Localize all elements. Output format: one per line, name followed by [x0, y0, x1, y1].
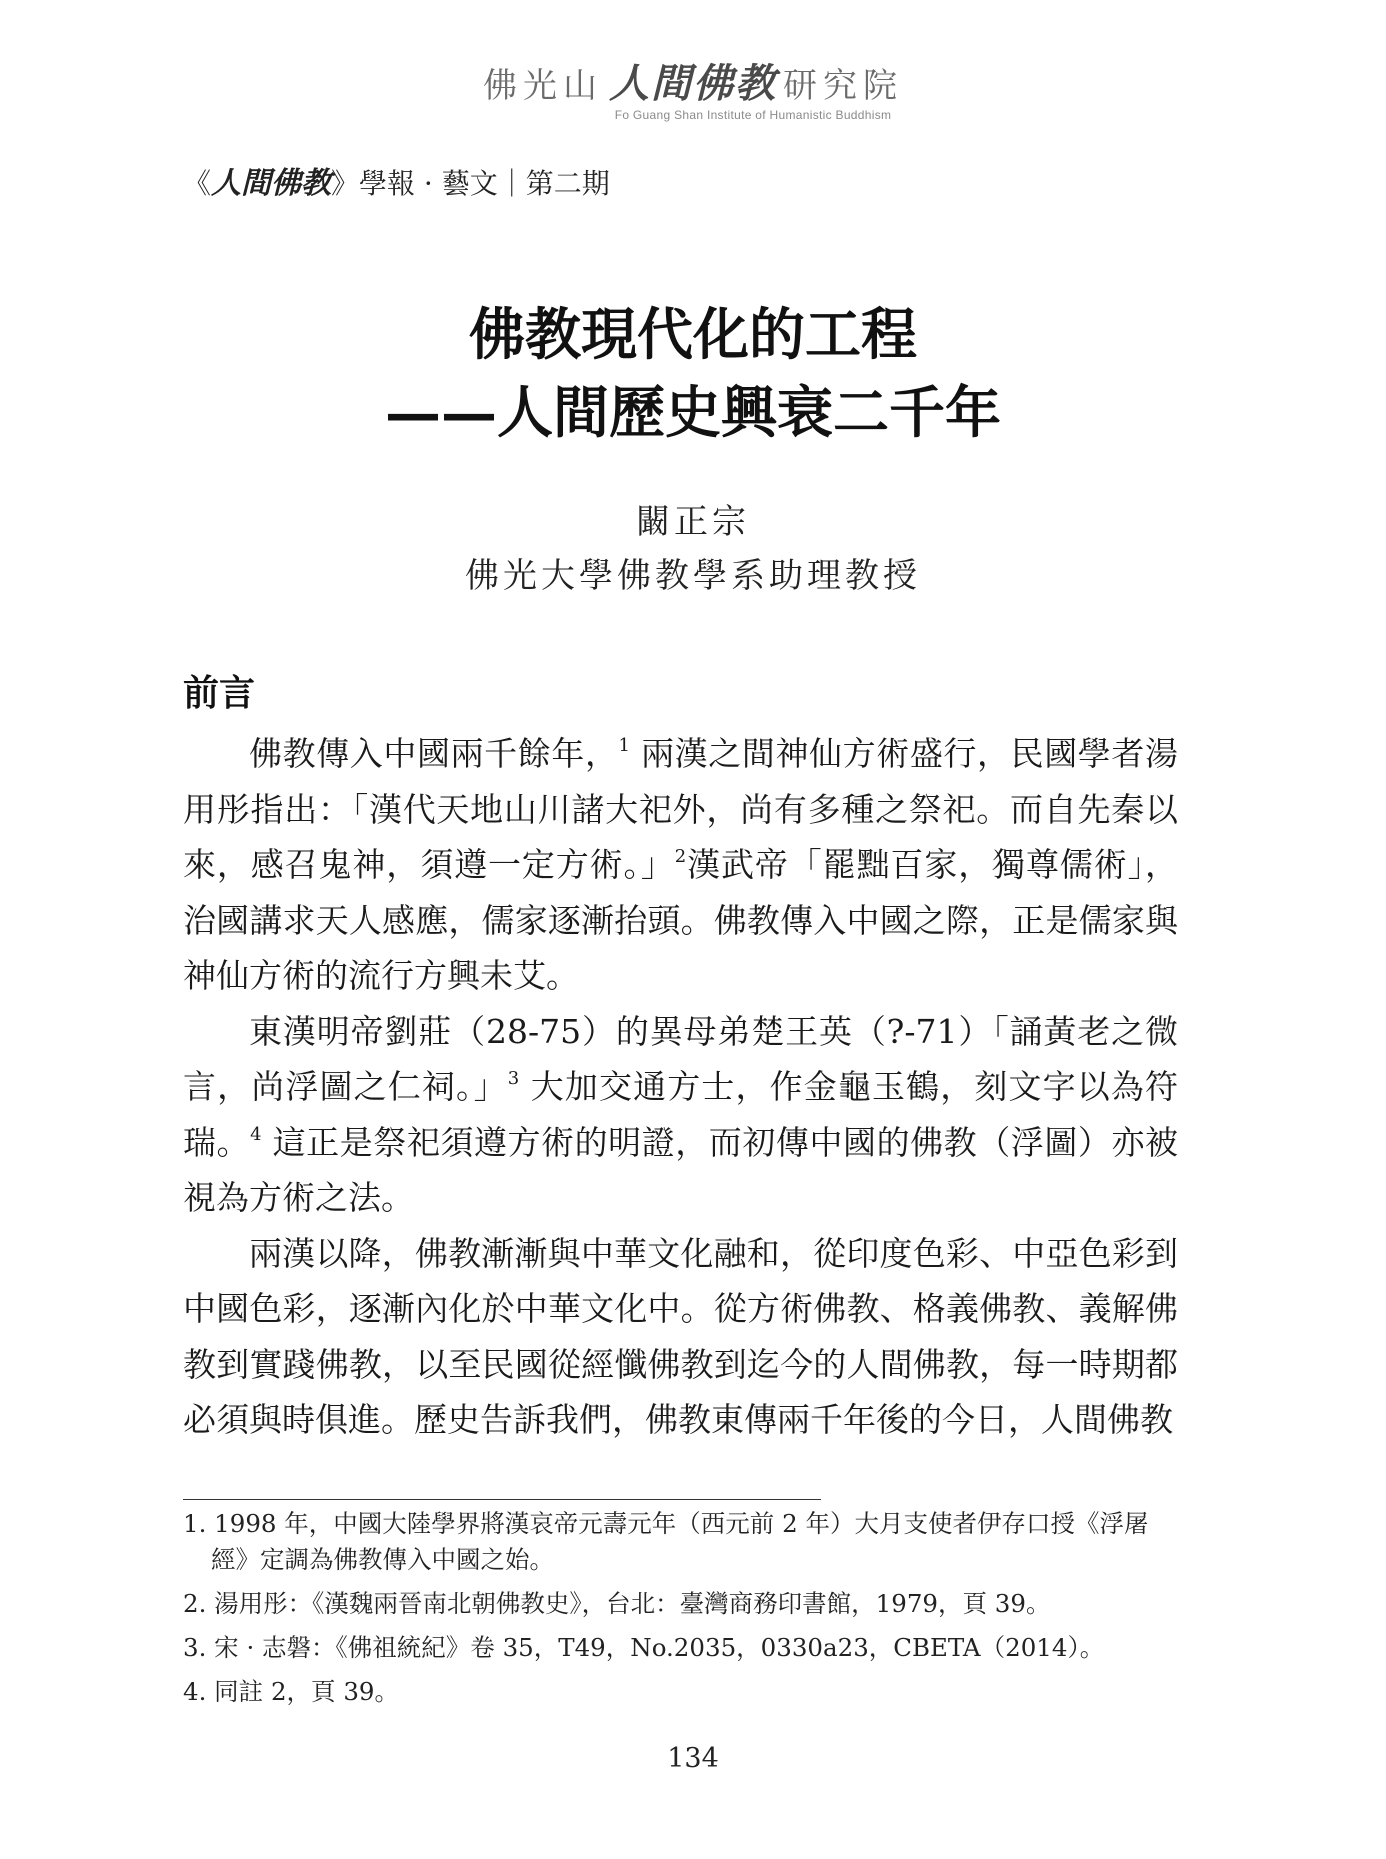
journal-open-bracket: 《 [183, 167, 212, 200]
institute-logo [0, 62, 1386, 122]
logo-chinese [0, 62, 1386, 108]
paragraph-3 [183, 1226, 1178, 1448]
paragraph-text: 這正是祭祀須遵方術的明證，而初傳中國的佛教（浮圖）亦被視為方術之法。 [183, 1122, 1178, 1217]
footnote-1: 1. 1998 年，中國大陸學界將漢哀帝元壽元年（西元前 2 年）大月支使者伊存口授《浮屠經》定調為佛教傳入中國之始。 [183, 1509, 1149, 1574]
footnote-ref-1[interactable]: 1 [618, 735, 630, 756]
paragraph-2 [183, 1004, 1178, 1226]
footnote-divider [183, 1499, 821, 1500]
paragraph-text: 兩漢以降，佛教漸漸與中華文化融和，從印度色彩、中亞色彩到中國色彩，逐漸內化於中華文化中。從方術佛教、格義佛教、義解佛教到實踐佛教，以至民國從經懺佛教到迄今的人間佛教，每一時期都必須與時俱進。歷史告訴我們，佛教東傳兩千年後的今日，人間佛教 [183, 1233, 1178, 1439]
footnote-ref-4[interactable]: 4 [250, 1123, 262, 1145]
section-heading: 前言 [183, 672, 256, 714]
logo-right-text: 研究院 [783, 66, 903, 106]
logo-left-text: 佛光山 [483, 66, 603, 106]
logo-brand-calligraphy: 人間佛教 [609, 61, 777, 107]
paragraph-text: 大加交通方士，作金龜玉鶴，刻文字以為符瑞。 [183, 1067, 1179, 1162]
paragraph-text: 漢武帝「罷黜百家，獨尊儒術」，治國講求天人感應，儒家逐漸抬頭。佛教傳入中國之際，正是儒家與神仙方術的流行方興未艾。 [183, 845, 1179, 995]
title-line-2: ——人間歷史興衰二千年 [385, 380, 1001, 446]
footnote-4: 4. 同註 2，頁 39。 [183, 1677, 400, 1706]
footnote-2: 2. 湯用彤：《漢魏兩晉南北朝佛教史》，台北：臺灣商務印書館，1979，頁 39。 [183, 1589, 1051, 1618]
paragraph-text: 兩漢之間神仙方術盛行，民國學者湯用彤指出：「漢代天地山川諸大祀外，尚有多種之祭祀。而自先秦以來，感召鬼神，須遵一定方術。」 [183, 734, 1178, 884]
paragraph-text: 佛教傳入中國兩千餘年， [249, 734, 619, 773]
footnote-ref-2[interactable]: 2 [674, 846, 687, 867]
author-name: 闞正宗 [636, 502, 750, 542]
journal-running-header [183, 164, 610, 204]
journal-issue: 》學報 · 藝文｜第二期 [331, 167, 610, 200]
footnote-3: 3. 宋 · 志磐：《佛祖統紀》卷 35，T49，No.2035，0330a23，CBETA（2014）。 [183, 1633, 1105, 1662]
article-title [0, 296, 1386, 452]
paragraph-text: 東漢明帝劉莊（28-75）的異母弟楚王英（?-71）「誦黃老之微言，尚浮圖之仁祠。」 [183, 1011, 1178, 1106]
author-block [0, 495, 1386, 603]
logo-english: Fo Guang Shan Institute of Humanistic Buddhism [614, 108, 892, 122]
paragraph-1 [183, 726, 1178, 1004]
page-number: 134 [667, 1743, 719, 1774]
footnote-ref-3[interactable]: 3 [507, 1068, 520, 1089]
journal-brand: 人間佛教 [211, 166, 332, 201]
body-text [183, 726, 1178, 1448]
footnotes [183, 1506, 1178, 1718]
title-line-1: 佛教現代化的工程 [469, 302, 917, 368]
author-affiliation: 佛光大學佛教學系助理教授 [465, 556, 921, 596]
